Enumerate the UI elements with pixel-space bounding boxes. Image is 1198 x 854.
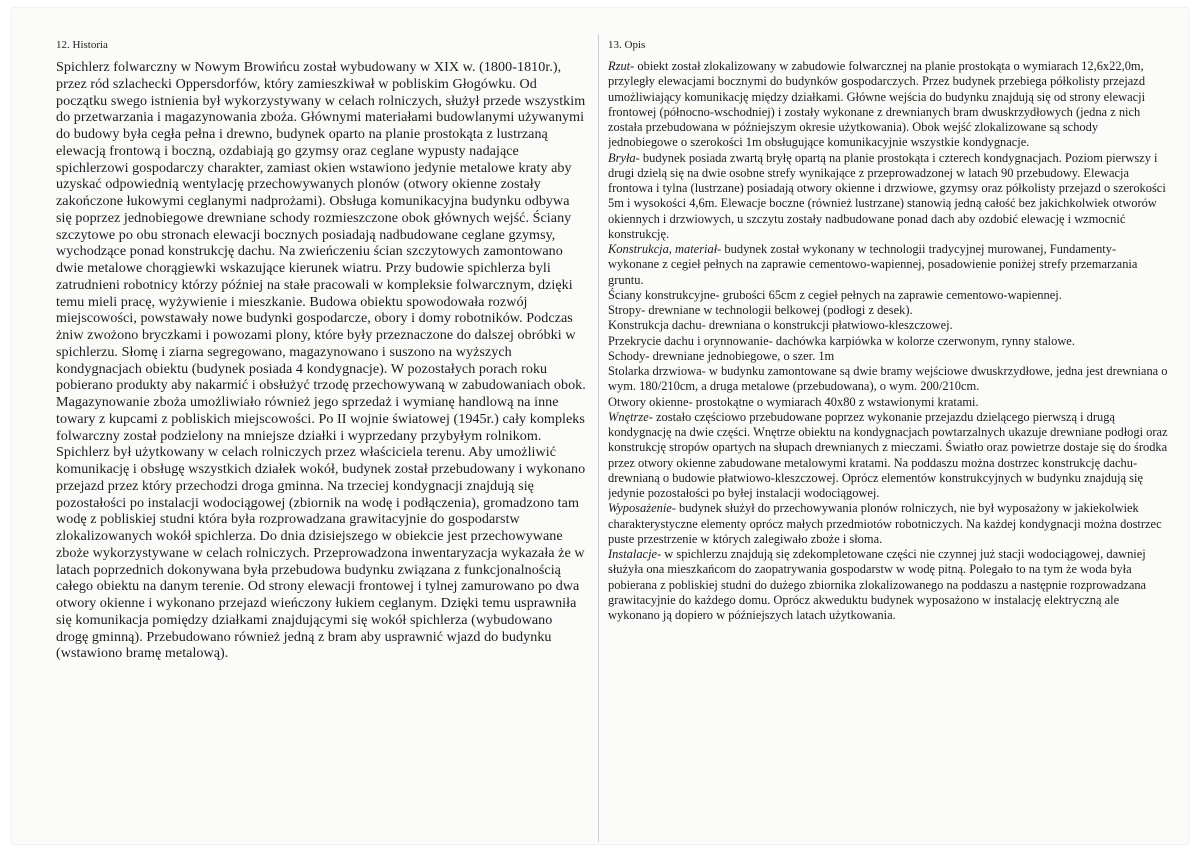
section-text: zostało częściowo przebudowane poprzez wykonanie przejazdu dzielącego pierwszą i drugą kondygnację na dwie części. Wnętrze obiektu na kondygnacjach powtarzalnych ukazuje drewniane podłogi oraz konstrukcję stropów opartych na słupach drewnianych z mieczami. Światło oraz powietrze dostaje się do środka przez otwory okienne zabudowane metalowymi kratami. Na poddaszu można dostrzec konstrukcję dachu- drewnianą o budowie płatwiowo-kleszczowej. Oprócz elementów konstrukcyjnych w budynku znajdują się jedynie pozostałości po byłej instalacji wodociągowej. [608,409,1168,500]
description-heading: 13. Opis [608,39,646,51]
section-text: budynek został wykonany w technologii tradycyjnej murowanej, Fundamenty- wykonane z cegieł pełnych na zaprawie cementowo-wapiennej, posadowienie poniżej strefy przemarzania gruntu. [608,242,1138,287]
section-term: Instalacje- [608,547,662,561]
section-term: Konstrukcja, materiał- [608,242,722,256]
section-text: budynek służył do przechowywania plonów rolniczych, nie był wyposażony w jakiekolwiek charakterystyczne elementy oprócz małych przedmiotów robotniczych. Na każdej kondygnacji można dostrzec puste przestrzenie w których zalegiwało zboże i słoma. [608,501,1162,546]
history-column [56,38,588,844]
section-text: obiekt został zlokalizowany w zabudowie folwarcznej na planie prostokąta o wymiarach 12,6x22,0m, przyległy elewacjami bocznymi do budynków gospodarczych. Przez budynek przebiega półkolisty przejazd umożliwiający komunikację między działkami. Główne wejścia do budynku znajdują się od strony elewacji frontowej (północno-wschodniej) i zostały wykonane z drewnianych bram dwuskrzydłowych (jedna z nich została przebudowana w późniejszym okresie użytkowania). Obok wejść zlokalizowane są schody jednobiegowe o szerokości 1m obsługujące komunikacyjnie wszystkie kondygnacje. [608,59,1146,150]
section-wyposazenie [608,501,1168,547]
section-otwory: Otwory okienne- prostokątne o wymiarach 40x80 z wstawionymi kratami. [608,394,979,409]
section-term: Wyposażenie- [608,501,676,516]
section-term: Rzut- [608,59,635,73]
history-heading: 12. Historia [56,39,108,51]
section-schody: Schody- drewniane jednobiegowe, o szer. 1m [608,348,835,363]
section-instalacje [608,547,1168,623]
section-konstrukcja-dachu: Konstrukcja dachu- drewniana o konstrukcji płatwiowo-kleszczowej. [608,318,953,333]
section-rzut [608,59,1168,151]
section-przekrycie: Przekrycie dachu i orynnowanie- dachówka karpiówka w kolorze czerwonym, rynny stalowe. [608,333,1075,348]
section-konstrukcja [608,242,1168,288]
history-paragraph: Spichlerz folwarczny w Nowym Browińcu został wybudowany w XIX w. (1800-1810r.), przez ród szlachecki Oppersdorfów, który zamieszkiwał w pobliskim Głogówku. Od początku swego istnienia był wykorzystywany w celach rolniczych, służył przede wszystkim do przetwarzania i magazynowania zboża. Głównymi materiałami budowlanymi używanymi do budowy była cegła pełna i drewno, budynek oparto na planie prostokąta z lustrzaną elewacją frontową i boczną, ozdabiają go gzymsy oraz ceglane wypusty nadające spichlerzowi gospodarczy charakter, zamiast okien wstawiono jedynie metalowe kraty aby uzyskać odpowiednią wentylację przechowywanych plonów (otwory okienne zostały zakończone łukowymi ceglanymi nadprożami). Obsługa komunikacyjna budynku odbywa się poprzez jednobiegowe drewniane schody rozmieszczone obok głównych wejść. Ściany szczytowe po obu stronach elewacji bocznych posiadają nadbudowane ceglane gzymsy, wychodzące ponad konstrukcję dachu. Na zwieńczeniu ścian szczytowych zamontowano dwie metalowe chorągiewki wskazujące kierunek wiatru. Przy budowie spichlerza byli zatrudnieni robotnicy którzy później na stałe pracowali w kompleksie folwarcznym, dzięki temu mieli pracę, wyżywienie i mieszkanie. Budowa obiektu spowodowała rozwój miejscowości, powstawały nowe budynki gospodarcze, obory i domy robotników. Podczas żniw zwożono bryczkami i powozami plony, które były przeznaczone do dalszej obróbki w spichlerzu. Słomę i ziarna segregowano, magazynowano i suszono na wyższych kondygnacjach obiektu (budynek posiada 4 kondygnacje). W pozostałych porach roku pobierano produkty aby nakarmić i obsłużyć trzodę przechowywaną w zabudowaniach obok. Magazynowanie zboża umożliwiało również jego sprzedaż i wymianę handlową na inne towary z kupcami z pobliskich miejscowości. Po II wojnie światowej (1945r.) cały kompleks folwarczny został podzielony na mniejsze działki i wyprzedany przybyłym rolnikom. Spichlerz był użytkowany w celach rolniczych przez właściciela terenu. Aby umożliwić komunikację i obsługę wszystkich działek wokół, budynek został przebudowany i wykonano przejazd przez który przechodzi droga gminna. Na trzeciej kondygnacji znajdują się pozostałości po instalacji wodociągowej (zbiornik na wodę i podłączenia), gromadzono tam wodę z pobliskiej studni która była rozprowadzana grawitacyjnie do gospodarstw zlokalizowanych wokół spichlerza. Do dnia dzisiejszego w obiekcie jest przechowywane zboże wykorzystywane w celach rolniczych. Przeprowadzona inwentaryzacja wykazała że w latach poprzednich dokonywana była przebudowa budynku związana z funkcjonalnością całego obiektu na danym terenie. Od strony elewacji frontowej i tylnej zamurowano po dwa otwory okienne i wykonano przejazd wieńczony łukiem ceglanym. Dzięki temu usprawniła się komunikacja pomiędzy działkami znajdującymi się wokół spichlerza (wybudowano drogę gminną). Przebudowano również jedną z bram aby usprawnić wjazd do budynku (wstawiono bramę metalową). [56,59,586,662]
section-sciany: Ściany konstrukcyjne- grubości 65cm z cegieł pełnych na zaprawie cementowo-wapiennej. [608,287,1062,302]
description-column [608,38,1168,844]
section-text: w spichlerzu znajdują się zdekompletowane części nie czynnej już stacji wodociągowej, dawniej służyła ona mieszkańcom do zaopatrywania gospodarstw w wodę pitną. Polegało to na tym że woda była pobierana z pobliskiej studni do dużego zbiornika zlokalizowanego na poddaszu a następnie rozprowadzana grawitacyjnie do każdego domu. Oprócz akweduktu budynek wyposażono w instalację elektryczną ale wykonano ją dopiero w późniejszych latach użytkowania. [608,547,1147,622]
column-divider [598,34,599,842]
section-wnetrze [608,410,1168,502]
section-stropy: Stropy- drewniane w technologii belkowej (podłogi z desek). [608,303,913,317]
section-term: Wnętrze- [608,409,653,424]
section-stolarka: Stolarka drzwiowa- w budynku zamontowane są dwie bramy wejściowe dwuskrzydłowe, jedna jest drewniana o wym. 180/210cm, a druga metalowe (przebudowana), o wym. 200/210cm. [608,364,1168,394]
section-term: Bryła- [608,150,640,165]
section-text: budynek posiada zwartą bryłę opartą na planie prostokąta i czterech kondygnacjach. Poziom pierwszy i drugi dzielą się na dwie osobne strefy wynikające z przeprowadzonej w latach 90 przebudowy. Elewacja frontowa i tylna (lustrzane) posiadają otwory okienne i drzwiowe, gzymsy oraz półkolisty przejazd o szerokości 5m i wysokości 4,6m. Elewacje boczne (również lustrzane) stanowią jedną całość bez jakichkolwiek otworów okiennych i drzwiowych, u szczytu zostały nadbudowane ponad dach aby ozdobić elewację i wzmocnić konstrukcję. [608,150,1166,241]
section-bryla [608,151,1168,243]
